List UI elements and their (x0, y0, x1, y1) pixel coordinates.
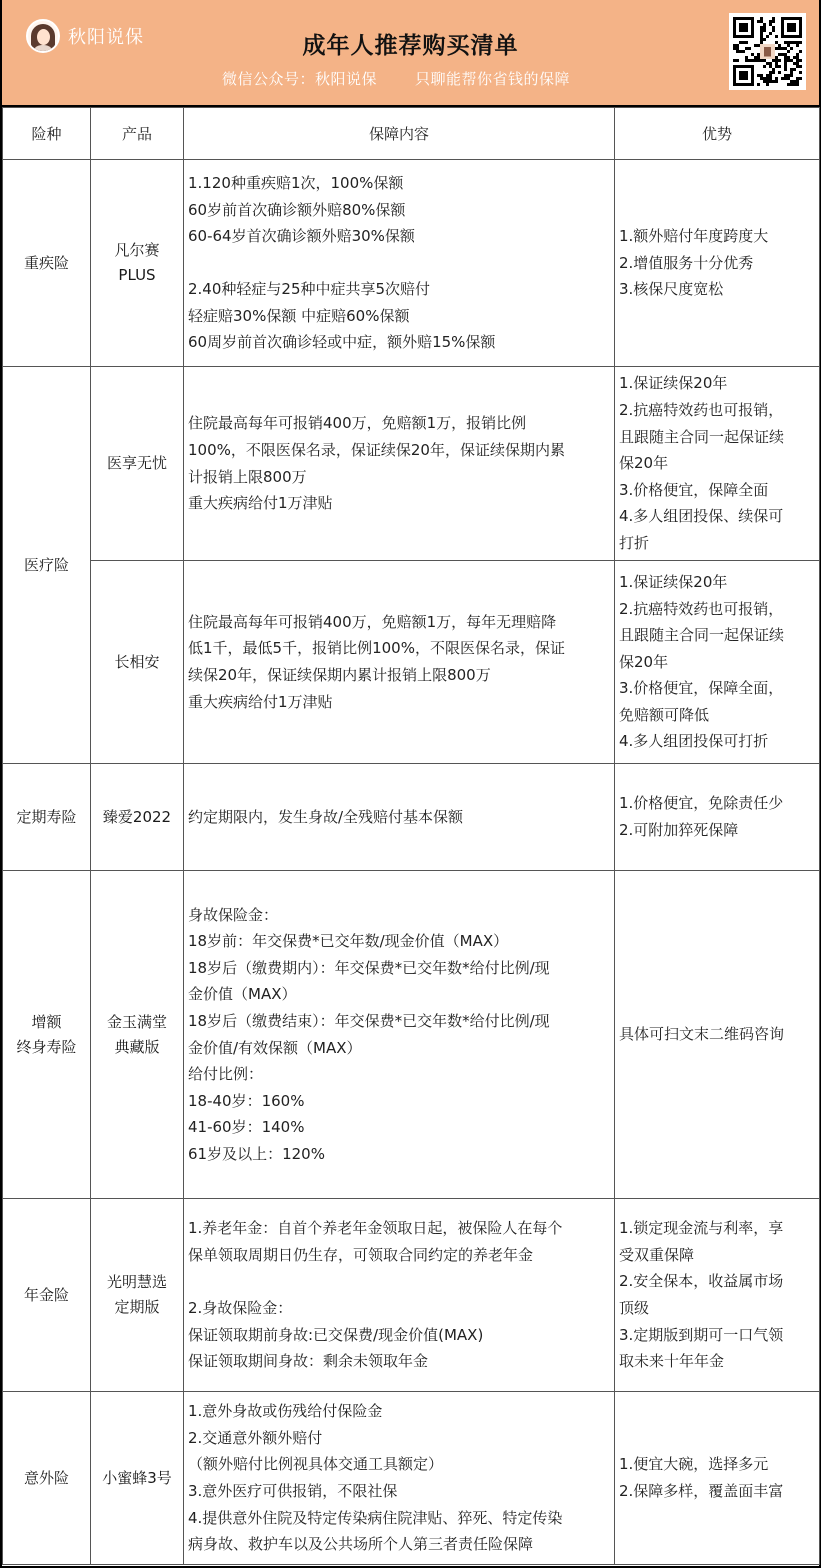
text-line: 60-64岁首次确诊额外赔30%保额 (188, 227, 415, 246)
table-row (3, 160, 820, 367)
text-line: 2.身故保险金： (188, 1299, 293, 1317)
coverage-cell (184, 160, 615, 367)
subtitle (222, 68, 570, 89)
text-line: 1.120种重疾赔1次，100%保额 (188, 173, 404, 192)
text-line: 60周岁前首次确诊轻或中症，额外赔15%保额 (188, 333, 496, 352)
text-line: 保单领取周期日仍生存，可领取合同约定的养老年金 (188, 1245, 534, 1264)
text-line: 给付比例： (188, 1065, 264, 1084)
coverage-cell (184, 561, 615, 764)
text-line: 住院最高每年可报销400万，免赔额1万，报销比例 (188, 414, 527, 433)
text-line: 年金险 (23, 1285, 69, 1304)
table-row (3, 1199, 820, 1392)
text-line: 增额 (31, 1012, 62, 1031)
qr-code-icon[interactable] (729, 13, 806, 90)
text-line: 光明慧选 (106, 1273, 167, 1291)
text-line: 住院最高每年可报销400万，免赔额1万，每年无理赔降 (188, 612, 557, 631)
table-row (3, 764, 820, 871)
table-row (3, 871, 820, 1199)
product-name (91, 764, 184, 871)
text-line: 4.多人组团投保、续保可 (619, 507, 784, 526)
advantages-cell (615, 367, 820, 561)
text-line: 病身故、救护车以及公共场所个人第三者责任险保障 (188, 1535, 534, 1554)
text-line: 金价值（MAX） (188, 985, 297, 1004)
wechat-account: 微信公众号：秋阳说保 (222, 70, 378, 88)
text-line: 1.额外赔付年度跨度大 (619, 227, 769, 246)
advantages-cell (615, 160, 820, 367)
text-line: 计报销上限800万 (188, 467, 307, 486)
text-line: 医享无忧 (106, 454, 167, 472)
insurance-type (3, 1392, 91, 1565)
text-line: 60岁前首次确诊额外赔80%保额 (188, 200, 406, 219)
text-line: 取未来十年年金 (619, 1352, 725, 1371)
product-name (91, 1392, 184, 1565)
insurance-type (3, 367, 91, 764)
coverage-cell (184, 1392, 615, 1565)
text-line: 1.意外身故或伤残给付保险金 (188, 1402, 383, 1421)
text-line: 2.抗癌特效药也可报销， (619, 599, 784, 618)
text-line: 重疾险 (23, 253, 69, 272)
text-line: 保20年 (619, 652, 669, 671)
text-line: 2.增值服务十分优秀 (619, 253, 754, 272)
insurance-type (3, 1199, 91, 1392)
text-line: 定期寿险 (16, 807, 77, 826)
text-line: 3.意外医疗可供报销，不限社保 (188, 1482, 398, 1500)
text-line: 3.价格便宜，保障全面， (619, 679, 784, 698)
insurance-type (3, 160, 91, 367)
insurance-type (3, 764, 91, 871)
product-name (91, 367, 184, 561)
coverage-cell (184, 1199, 615, 1392)
text-line: 顶级 (619, 1299, 650, 1317)
text-line: 18岁后（缴费期内）：年交保费*已交年数*给付比例/现 (188, 958, 550, 977)
text-line: 2.交通意外额外赔付 (188, 1428, 323, 1447)
text-line: 定期版 (114, 1298, 160, 1316)
text-line: 医疗险 (23, 555, 69, 574)
text-line: 1.养老年金：自首个养老年金领取日起，被保险人在每个 (188, 1219, 563, 1238)
product-name (91, 160, 184, 367)
text-line: 重大疾病给付1万津贴 (188, 692, 333, 711)
text-line: 1.保证续保20年 (619, 374, 728, 393)
column-header-type: 险种 (3, 108, 91, 160)
text-line: 金玉满堂 (106, 1012, 167, 1031)
text-line: 终身寿险 (16, 1037, 77, 1056)
text-line: 1.保证续保20年 (619, 572, 728, 591)
text-line: 18岁后（缴费结束）：年交保费*已交年数*给付比例/现 (188, 1011, 550, 1030)
text-line: 2.安全保本，收益属市场 (619, 1272, 784, 1291)
text-line: 3.核保尺度宽松 (619, 280, 724, 299)
text-line: 且跟随主合同一起保证续 (619, 626, 785, 645)
product-name (91, 561, 184, 764)
text-line: 具体可扫文末二维码咨询 (619, 1025, 785, 1044)
text-line: 金价值/有效保额（MAX） (188, 1038, 362, 1057)
text-line: 身故保险金： (188, 905, 279, 924)
text-line: 凡尔赛 (114, 241, 160, 259)
text-line: 41-60岁：140% (188, 1118, 305, 1137)
text-line: 免赔额可降低 (619, 705, 710, 724)
table-row (3, 1392, 820, 1565)
text-line: 约定期限内，发生身故/全残赔付基本保额 (188, 807, 464, 826)
text-line: 且跟随主合同一起保证续 (619, 427, 785, 446)
table-row (3, 367, 820, 561)
advantages-cell (615, 1199, 820, 1392)
advantages-cell (615, 1392, 820, 1565)
table-row (3, 561, 820, 764)
text-line: 典藏版 (114, 1037, 160, 1056)
text-line: 3.定期版到期可一口气领 (619, 1325, 784, 1344)
text-line: 受双重保障 (619, 1245, 695, 1264)
text-line: 低1千，最低5千，报销比例100%，不限医保名录，保证 (188, 639, 565, 658)
text-line: 18-40岁：160% (188, 1091, 305, 1110)
text-line: 1.便宜大碗，选择多元 (619, 1455, 769, 1474)
column-header-coverage: 保障内容 (184, 108, 615, 160)
text-line: 1.锁定现金流与利率，享 (619, 1219, 784, 1238)
product-table (2, 107, 820, 1565)
text-line: 2.可附加猝死保障 (619, 821, 739, 839)
text-line: 保证领取期间身故：剩余未领取年金 (188, 1352, 429, 1371)
coverage-cell (184, 367, 615, 561)
table-header-row (3, 108, 820, 160)
text-line: 保证领取期前身故:已交保费/现金价值(MAX) (188, 1325, 484, 1344)
text-line: 小蜜蜂3号 (102, 1468, 172, 1487)
advantages-cell (615, 561, 820, 764)
coverage-cell (184, 764, 615, 871)
column-header-product: 产品 (91, 108, 184, 160)
text-line: 18岁前：年交保费*已交年数/现金价值（MAX） (188, 932, 509, 951)
insurance-type (3, 871, 91, 1199)
text-line: 61岁及以上：120% (188, 1144, 325, 1163)
text-line: 4.多人组团投保可打折 (619, 732, 769, 751)
product-name (91, 1199, 184, 1392)
brand-name: 秋阳说保 (68, 27, 144, 48)
blank-line (188, 250, 610, 277)
coverage-cell (184, 871, 615, 1199)
text-line: PLUS (118, 266, 156, 284)
text-line: 臻爱2022 (102, 807, 172, 826)
column-header-advantages: 优势 (615, 108, 820, 160)
text-line: 2.抗癌特效药也可报销， (619, 401, 784, 420)
text-line: 保20年 (619, 454, 669, 473)
text-line: 意外险 (23, 1468, 69, 1487)
text-line: 轻症赔30%保额 中症赔60%保额 (188, 306, 410, 325)
blank-line (188, 1268, 610, 1295)
text-line: 2.保障多样，覆盖面丰富 (619, 1482, 784, 1500)
text-line: 2.40种轻症与25种中症共享5次赔付 (188, 280, 431, 299)
header-banner (2, 0, 819, 107)
advantages-cell (615, 871, 820, 1199)
slogan: 只聊能帮你省钱的保障 (415, 70, 571, 88)
text-line: 打折 (619, 533, 650, 552)
text-line: 3.价格便宜，保障全面 (619, 480, 769, 499)
text-line: 长相安 (114, 652, 160, 671)
page-title: 成年人推荐购买清单 (302, 33, 519, 59)
text-line: （额外赔付比例视具体交通工具额定） (188, 1455, 444, 1474)
advantages-cell (615, 764, 820, 871)
product-name (91, 871, 184, 1199)
text-line: 续保20年，保证续保期内累计报销上限800万 (188, 666, 491, 684)
text-line: 100%，不限医保名录，保证续保20年，保证续保期内累 (188, 440, 565, 459)
text-line: 4.提供意外住院及特定传染病住院津贴、猝死、特定传染 (188, 1508, 563, 1527)
text-line: 1.价格便宜，免除责任少 (619, 794, 784, 813)
text-line: 重大疾病给付1万津贴 (188, 494, 333, 513)
